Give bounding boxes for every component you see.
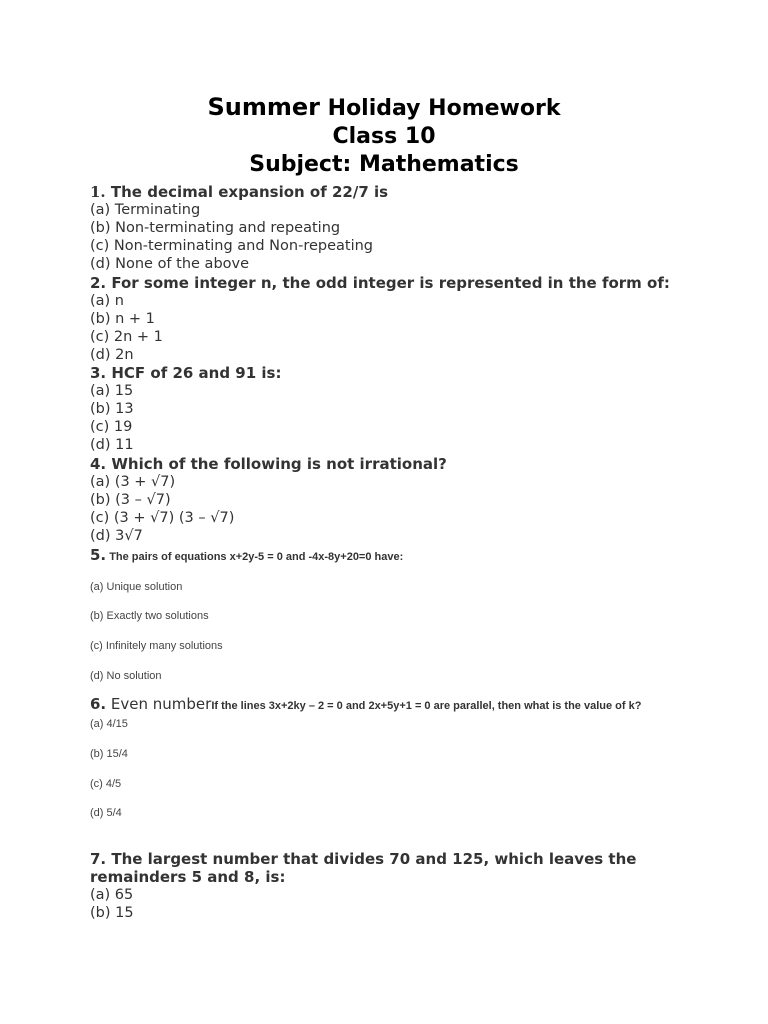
- question-6-option-b: (b) 15/4: [90, 748, 128, 760]
- question-3-option-b: (b) 13: [90, 401, 134, 418]
- question-1-option-a: (a) Terminating: [90, 202, 201, 218]
- question-1-number: 1.: [90, 183, 106, 201]
- question-1-option-b: (b) Non-terminating and repeating: [90, 220, 341, 237]
- title-line-1: [0, 93, 768, 123]
- question-6-option-c: (c) 4/5: [90, 778, 122, 790]
- title-holiday-homework: Holiday Homework: [320, 96, 561, 121]
- question-2-option-c: (c) 2n + 1: [90, 329, 163, 346]
- question-5-option-c: (c) Infinitely many solutions: [90, 640, 223, 652]
- question-4-option-b: (b) (3 – √7): [90, 492, 171, 509]
- question-3-option-d: (d) 11: [90, 437, 134, 454]
- question-7-option-b: (b) 15: [90, 905, 134, 922]
- question-1-text: [90, 183, 730, 201]
- question-5: [90, 546, 730, 686]
- question-5-prompt: The pairs of equations x+2y-5 = 0 and -4x-8y+20=0 have:: [106, 551, 404, 563]
- question-4-option-a: (a) (3 + √7): [90, 474, 176, 490]
- question-5-option-d: (d) No solution: [90, 670, 162, 682]
- question-2-text: 2. For some integer n, the odd integer is represented in the form of:: [90, 274, 670, 292]
- question-1: [90, 183, 730, 273]
- question-6-option-d: (d) 5/4: [90, 807, 122, 819]
- question-7-option-a: (a) 65: [90, 887, 134, 903]
- question-1-option-d: (d) None of the above: [90, 256, 250, 273]
- question-1-prompt: The decimal expansion of 22/7 is: [105, 183, 389, 201]
- question-4: [90, 455, 730, 545]
- question-7-text: 7. The largest number that divides 70 and 125, which leaves the remainders 5 and 8, is:: [90, 850, 637, 886]
- document-title: [0, 93, 768, 179]
- question-3-option-c: (c) 19: [90, 419, 133, 436]
- question-2-option-d: (d) 2n: [90, 347, 134, 364]
- question-6-option-a: (a) 4/15: [90, 718, 128, 730]
- title-word-summer: Summer: [207, 93, 320, 121]
- title-class: Class 10: [332, 124, 436, 149]
- question-5-option-a: (a) Unique solution: [90, 581, 183, 593]
- question-3: [90, 364, 730, 454]
- question-7: [90, 850, 730, 922]
- question-2: [90, 274, 730, 364]
- question-6-prompt: If the lines 3x+2ky – 2 = 0 and 2x+5y+1 = 0 are parallel, then what is the value of k?: [211, 700, 642, 712]
- question-1-option-c: (c) Non-terminating and Non-repeating: [90, 238, 374, 255]
- title-subject: Subject: Mathematics: [249, 152, 519, 177]
- question-3-text: 3. HCF of 26 and 91 is:: [90, 364, 282, 382]
- question-5-text: [90, 546, 730, 566]
- question-2-option-a: (a) n: [90, 293, 124, 309]
- question-4-option-c: (c) (3 + √7) (3 – √7): [90, 510, 235, 527]
- question-5-option-b: (b) Exactly two solutions: [90, 610, 209, 622]
- question-5-number: 5.: [90, 546, 107, 564]
- question-2-option-b: (b) n + 1: [90, 311, 155, 328]
- question-6-text: [90, 695, 730, 715]
- question-6-number: 6.: [90, 695, 107, 713]
- question-6: [90, 695, 730, 825]
- question-3-option-a: (a) 15: [90, 383, 134, 399]
- question-4-option-d: (d) 3√7: [90, 528, 143, 545]
- question-4-text: 4. Which of the following is not irrational?: [90, 455, 447, 473]
- question-6-lead: Even number: [106, 695, 212, 713]
